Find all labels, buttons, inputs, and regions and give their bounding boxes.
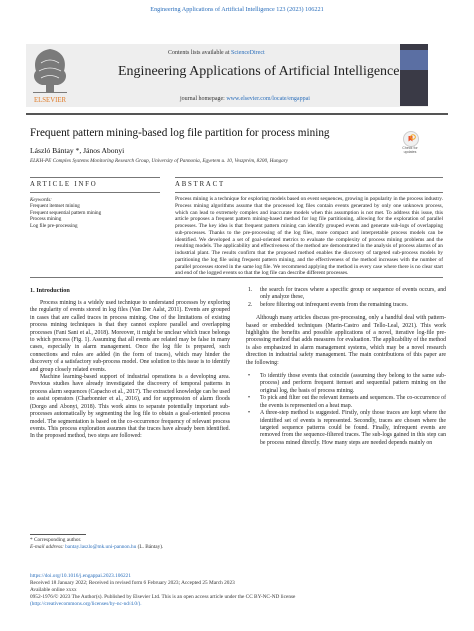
abstract-rule-bottom <box>175 192 443 193</box>
article-info-heading: ARTICLE INFO <box>30 181 98 188</box>
received-dates: Received 18 January 2022; Received in revised form 6 February 2023; Accepted 25 March 2023 <box>30 580 235 586</box>
check-updates-line1: Check for <box>402 146 418 150</box>
corresponding-author-note: * Corresponding author. <box>30 537 82 543</box>
check-for-updates-badge[interactable] <box>396 131 424 157</box>
journal-homepage: journal homepage: www.elsevier.com/locate/engappai <box>180 96 310 102</box>
journal-reference[interactable]: Engineering Applications of Artificial Intelligence 123 (2023) 106221 <box>150 6 324 13</box>
elsevier-tree-logo-icon <box>27 45 73 105</box>
article-title: Frequent pattern mining-based log file partition for process mining <box>30 127 330 139</box>
article-info-rule-top <box>30 177 160 178</box>
abstract-text: Process mining is a technique for exploring models based on event sequences, growing in popularity in the process industry. Process mining algorithms assume that the processed log files contain events generated by only one unknown process, which can lead to extremely complex and inaccurate models when this assumption is not met. To address this issue, this article proposes a frequent pattern mining-based method for log file partitioning, allowing for the exploration of parallel processes. The key idea is that frequent pattern mining can identify grouped events and generate sub-logs of overlapping sub-processes. Thanks to the pre-processing of the log files, more compact and interpretable process models can be identified. We developed a set of goal-oriented metrics to evaluate the complexity of process mining problems and the resulting models. The applicability and effectiveness of the method are demonstrated in the analysis of process alarms of an industrial plant. The results confirm that the proposed method enables the discovery of targeted sub-process models by partitioning the log file using frequent pattern mining, and the effectiveness of the method increases with the number of parallel processes stored in the same log file. We recommend applying the method in every case where there is no clear start and end of the logged events so that the log file can describe different processes. <box>175 196 443 277</box>
left-column <box>30 300 230 441</box>
homepage-link[interactable]: www.elsevier.com/locate/engappai <box>226 96 310 102</box>
method-steps-list <box>246 287 446 309</box>
list-item: • To identify those events that coincide (assuming they belong to the same sub-process) and perform frequent itemset and sequential pattern mining on the original log, the basis of process mining. <box>248 373 446 394</box>
list-item: • To pick and filter out the relevant itemsets and sequences. The co-occurrence of the events is represented on a heat map. <box>248 395 446 409</box>
intro-paragraph-3: Although many articles discuss pre-processing, only a handful deal with pattern-based or embedded techniques (Marin-Castro and Tello-Leal, 2021). This work highlights the benefits and possible applications of a novel, iterative log-file pre-processing method that adds measures for evaluation. The applicability of the method is also emphasized in alarm management systems, which may be a novel research direction in industrial safety management. The main contributions of this paper are the following: <box>246 315 446 366</box>
journal-cover-thumbnail[interactable] <box>400 44 428 106</box>
journal-title: Engineering Applications of Artificial Intelligence <box>118 64 400 79</box>
contents-line: Contents lists available at ScienceDirect <box>168 50 265 56</box>
author-list: László Bántay *, János Abonyi <box>30 146 125 155</box>
author-email-link[interactable]: bantay.laszlo@mk.uni-pannon.hu <box>65 544 137 551</box>
license-line: 0952-1976/© 2023 The Author(s). Published by Elsevier Ltd. This is an open access article under the CC BY-NC-ND license <box>30 594 296 600</box>
contributions-list <box>246 373 446 447</box>
footnotes <box>30 537 163 552</box>
author-affiliation: ELKH-PE Complex Systems Monitoring Research Group, University of Pannonia, Egyetem u. 10, Veszprém, 8200, Hungary <box>30 158 289 164</box>
email-note: E-mail address: bantay.laszlo@mk.uni-pannon.hu (L. Bántay). <box>30 544 164 551</box>
keyword: Frequent itemset mining <box>30 203 80 210</box>
list-item: • A three-step method is suggested. Firstly, only those traces are kept where the identified set of events is represented. Secondly, traces are chosen where the targeted sequence patterns could be found. Finally, infrequent events are removed from the sequence-filtered traces. The sub-logs gained in this step can be process mined directly. How many steps are needed depends mainly on <box>248 410 446 446</box>
article-info-rule-bottom <box>30 192 160 193</box>
license-link[interactable]: (http://creativecommons.org/licenses/by-nc-nd/4.0/). <box>30 601 142 607</box>
keyword: Process mining <box>30 216 62 223</box>
keywords-label: Keywords: <box>30 197 52 203</box>
elsevier-wordmark: ELSEVIER <box>33 97 67 104</box>
article-bottom-info <box>30 573 295 608</box>
keyword: Frequent sequential pattern mining <box>30 209 102 216</box>
right-column <box>246 287 446 447</box>
check-updates-icon <box>403 131 419 147</box>
footnote-rule <box>30 534 86 535</box>
sciencedirect-link[interactable]: ScienceDirect <box>231 50 265 56</box>
doi-link[interactable]: https://doi.org/10.1016/j.engappai.2023.106221 <box>30 573 131 579</box>
keywords-block <box>30 197 101 229</box>
body-divider <box>30 277 443 278</box>
abstract-heading: ABSTRACT <box>175 181 225 188</box>
intro-paragraph-1: Process mining is a widely used technique to understand processes by exploring the regularity of events stored in log files (Van Der Aalst, 2011). Events are grouped in cases that are called traces in process mining. One of the limitations of existing process mining techniques is that they cannot explore parallel and overlapping processes (Fani Sani et al., 2018). Moreover, it might be unclear which trace belongs to which process (Fig. 1). Assuming that all events are related may be false in many cases, especially in alarm management. Once the log file is prepared, such connections and rules are added (in the form of traces), which may hinder the discovery of a satisfactory sub-process model. One solution to this issue is to identify and group closely related events. <box>30 300 230 373</box>
intro-paragraph-2: Machine learning-based support of industrial operations is a developing area. Previous studies have already investigated the discovery of temporal patterns in process alarm sequences (Capacho et al., 2017). The extracted knowledge can be used to assist operators (Charbonnier et al., 2016), and for suppression of alarm floods (Dorgo and Abonyi, 2018). This work aims to separate potentially important sub-processes automatically by segmenting the log file to obtain a goal-oriented process model. The segmentation is based on the co-occurrence frequency of relevant process events. This process exploration assumes that the traces have already been identified. In the proposed method, two steps are followed: <box>30 374 230 440</box>
header-divider <box>26 113 448 115</box>
section-heading-introduction: 1. Introduction <box>30 287 70 294</box>
check-updates-line2: updates <box>403 150 417 155</box>
abstract-rule-top <box>175 177 443 178</box>
keyword: Log file pre-processing <box>30 222 78 229</box>
list-item: 2. before filtering out infrequent events from the remaining traces. <box>248 301 408 308</box>
list-item: 1. the search for traces where a specific group or sequence of events occurs, and only analyze these, <box>248 287 446 301</box>
available-online: Available online xxxx <box>30 587 77 593</box>
